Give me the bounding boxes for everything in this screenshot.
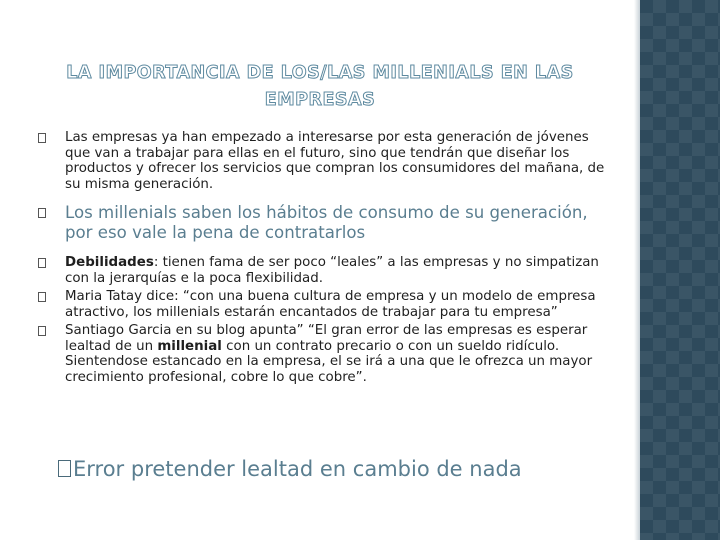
bullet-item-highlight — [38, 203, 608, 243]
slide-title: LA IMPORTANCIA DE LOS/LAS MILLENIALS EN LAS EMPRESAS — [66, 63, 574, 110]
bullet-item — [38, 255, 608, 286]
square-bullet-icon — [58, 460, 71, 477]
bullet-text: Los millenials saben los hábitos de consumo de su generación, por eso vale la pena de contratarlos — [65, 203, 588, 242]
square-bullet-icon — [38, 133, 46, 143]
bullet-bold-term: Debilidades — [65, 255, 154, 270]
bullet-text-end: con un contrato precario o con un sueldo ridículo. Sientendose estancado en la empresa, el se irá a una que le ofrezca un mayor crecimiento profesional, cobre lo que cobre”. — [65, 338, 593, 385]
square-bullet-icon — [38, 292, 46, 302]
square-bullet-icon — [38, 258, 46, 268]
bullet-text — [65, 323, 608, 385]
square-bullet-icon — [38, 208, 46, 218]
decorative-side-panel — [640, 0, 720, 540]
bullet-bold-term: millenial — [157, 338, 222, 354]
bullet-text-start: Santiago Garcia en su blog apunta” “El gran error de las empresas es esperar lealtad de un — [65, 323, 588, 354]
slide-body — [38, 130, 608, 385]
bullet-item — [38, 130, 608, 192]
bullet-text: Las empresas ya han empezado a interesarse por esta generación de jóvenes que van a trabajar para ellas en el futuro, sino que tendrán que diseñar los productos y ofrecer los servicios que compran los consumidores del mañana, de su misma generación. — [65, 130, 605, 192]
bullet-text-rest: : tienen fama de ser poco “leales” a las empresas y no simpatizan con la jerarquías e la poca flexibilidad. — [65, 255, 599, 286]
bullet-text: Maria Tatay dice: “con una buena cultura de empresa y un modelo de empresa atractivo, los millenials estarán encantados de trabajar para tu empresa” — [65, 289, 596, 320]
bullet-item — [38, 323, 608, 385]
footer-statement — [58, 456, 522, 482]
footer-text: Error pretender lealtad en cambio de nada — [73, 457, 522, 481]
square-bullet-icon — [38, 326, 46, 336]
bullet-text — [65, 255, 608, 286]
bullet-item — [38, 289, 608, 320]
